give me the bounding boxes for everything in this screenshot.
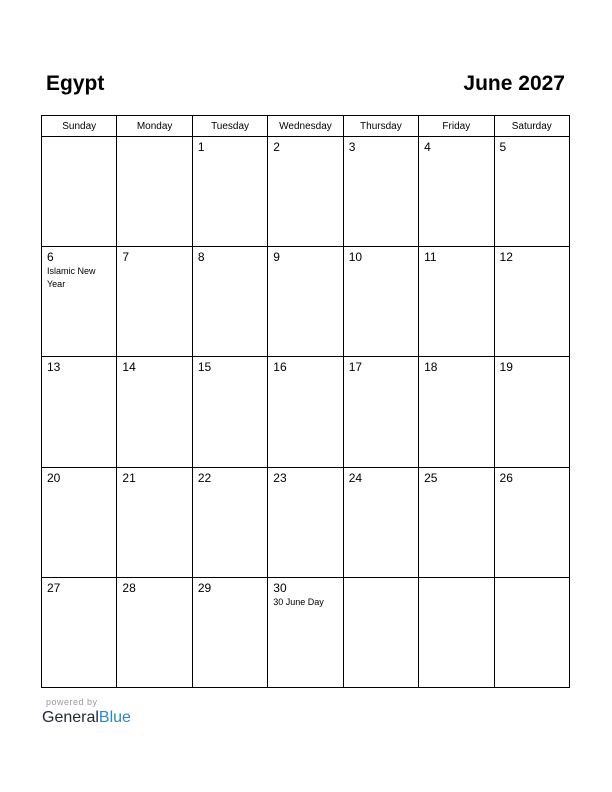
day-number: 2 [273, 140, 280, 154]
holiday-label: 30 June Day [273, 596, 324, 607]
holiday-label [495, 485, 569, 486]
brand-name-general: General [42, 709, 99, 726]
weekday-header: Monday [117, 116, 192, 137]
holiday-label [419, 374, 493, 375]
holiday-label [193, 595, 267, 596]
week-row [42, 577, 570, 687]
day-number: 1 [197, 140, 205, 154]
day-cell [494, 137, 569, 247]
day-cell [494, 247, 569, 357]
day-number: 21 [122, 470, 136, 485]
day-number: 20 [47, 470, 61, 485]
day-cell [192, 357, 267, 467]
day-cell [268, 577, 343, 687]
day-number: 3 [348, 140, 356, 154]
day-cell [343, 247, 418, 357]
day-number: 17 [348, 360, 363, 375]
week-row [42, 247, 570, 357]
weekday-header: Sunday [42, 116, 117, 137]
week-row [42, 357, 570, 467]
holiday-label [193, 264, 267, 265]
holiday-label [193, 374, 267, 375]
holiday-label [42, 374, 116, 375]
holiday-label [419, 264, 493, 265]
weekday-header: Friday [419, 116, 494, 137]
day-number: 12 [499, 250, 513, 265]
day-cell [42, 137, 117, 247]
day-cell [42, 247, 117, 357]
day-cell [42, 357, 117, 467]
country-title: Egypt [46, 72, 105, 95]
day-cell [494, 357, 569, 467]
weekday-header-row [42, 116, 570, 137]
day-number: 8 [197, 250, 205, 265]
holiday-label [42, 140, 116, 141]
day-number: 7 [122, 250, 130, 265]
holiday-label: Islamic New Year [47, 266, 96, 290]
day-cell [192, 577, 267, 687]
day-number: 16 [273, 360, 287, 375]
brand-name-blue: Blue [98, 709, 131, 726]
day-cell [268, 247, 343, 357]
day-cell [117, 357, 192, 467]
day-cell [419, 247, 494, 357]
holiday-label [495, 374, 569, 375]
day-number: 29 [197, 580, 212, 595]
month-title: June 2027 [463, 72, 565, 95]
day-cell [419, 357, 494, 467]
day-cell [42, 467, 117, 577]
day-number: 6 [47, 250, 54, 265]
holiday-label [344, 581, 418, 582]
holiday-label [419, 581, 493, 582]
day-cell [268, 357, 343, 467]
day-number: 19 [499, 360, 513, 375]
holiday-label [117, 485, 191, 486]
day-cell [117, 577, 192, 687]
holiday-label [344, 154, 418, 155]
day-number: 26 [499, 470, 513, 485]
holiday-label [495, 581, 569, 582]
day-number: 24 [348, 470, 363, 485]
holiday-label [268, 485, 342, 486]
day-number: 11 [424, 250, 437, 265]
holiday-label [344, 374, 418, 375]
holiday-label [268, 374, 342, 375]
day-cell [494, 467, 569, 577]
powered-by-label: powered by [46, 697, 98, 707]
day-cell [117, 467, 192, 577]
day-number: 4 [424, 140, 431, 154]
day-number: 13 [47, 360, 61, 375]
holiday-label [117, 595, 191, 596]
weekday-header: Thursday [343, 116, 418, 137]
holiday-label [193, 154, 267, 155]
holiday-label [419, 154, 493, 155]
week-row [42, 137, 570, 247]
day-cell [192, 467, 267, 577]
week-row [42, 467, 570, 577]
holiday-label [419, 485, 493, 486]
day-number: 27 [47, 580, 61, 595]
weekday-header: Tuesday [192, 116, 267, 137]
day-number: 14 [122, 360, 136, 375]
holiday-label [117, 374, 191, 375]
day-number: 15 [197, 360, 212, 375]
day-cell [343, 357, 418, 467]
day-cell [419, 137, 494, 247]
holiday-label [42, 485, 116, 486]
day-cell [343, 137, 418, 247]
weekday-header: Saturday [494, 116, 569, 137]
day-cell [192, 137, 267, 247]
day-cell [268, 137, 343, 247]
day-number: 9 [273, 250, 280, 265]
day-cell [117, 247, 192, 357]
holiday-label [42, 595, 116, 596]
day-number: 25 [424, 470, 438, 485]
holiday-label [268, 154, 342, 155]
holiday-label [344, 264, 418, 265]
day-cell [192, 247, 267, 357]
generalblue-logo [42, 708, 131, 728]
day-number: 10 [348, 250, 363, 265]
day-number: 30 [273, 580, 287, 595]
calendar-grid [41, 115, 570, 688]
day-cell [343, 467, 418, 577]
day-cell [117, 137, 192, 247]
day-cell [419, 577, 494, 687]
day-cell [494, 577, 569, 687]
holiday-label [268, 264, 342, 265]
holiday-label [495, 264, 569, 265]
weekday-header: Wednesday [268, 116, 343, 137]
day-number: 22 [197, 470, 212, 485]
day-cell [42, 577, 117, 687]
holiday-label [117, 264, 191, 265]
holiday-label [117, 140, 191, 141]
holiday-label [344, 485, 418, 486]
day-number: 5 [499, 140, 507, 154]
holiday-label [193, 485, 267, 486]
day-cell [268, 467, 343, 577]
day-number: 28 [122, 580, 136, 595]
day-number: 23 [273, 470, 287, 485]
holiday-label [495, 154, 569, 155]
day-cell [419, 467, 494, 577]
day-cell [343, 577, 418, 687]
day-number: 18 [424, 360, 438, 375]
